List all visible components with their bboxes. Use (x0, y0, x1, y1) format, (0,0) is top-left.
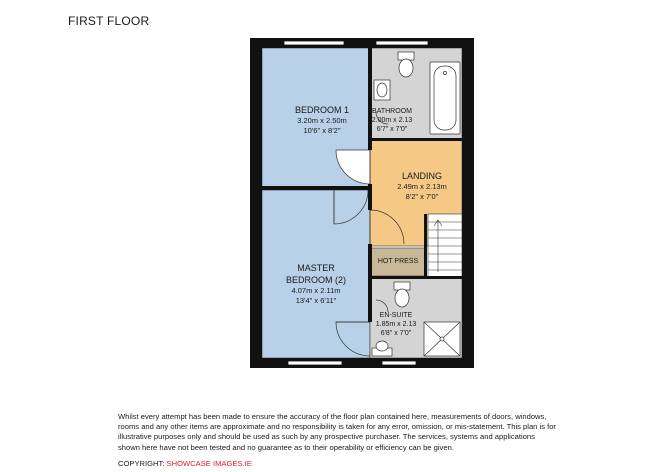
shower-tray (424, 322, 460, 356)
copyright-line (118, 459, 252, 468)
room-name: BEDROOM 1 (294, 105, 349, 115)
label-bedroom-1 (282, 104, 362, 136)
label-landing (382, 170, 462, 202)
room-imperial: 6'8" x 7'0" (380, 330, 412, 337)
room-metric: 3.20m x 2.50m (297, 116, 347, 125)
room-metric: 2.00m x 2.13 (371, 117, 413, 124)
label-hot-press (370, 257, 426, 267)
room-name: BATHROOM (372, 108, 412, 115)
copyright-label: COPYRIGHT: (118, 459, 165, 468)
label-master-bedroom (276, 262, 356, 306)
floor-title: FIRST FLOOR (68, 14, 150, 28)
copyright-brand: SHOWCASE IMAGES.IE (166, 459, 252, 468)
disclaimer-text: Whilst every attempt has been made to ensure the accuracy of the floor plan contained here, measurements of doors, windows, rooms and any other items are approximate and no responsibility is taken for any error, omission, or mis-statement. This plan is for illustrative purposes only and should be used as such by any prospective purchaser. The services, systems and applications shown here have not been tested and no guarantee as to their operability or efficiency can be given. (118, 412, 556, 452)
room-name: LANDING (401, 171, 442, 181)
en-suite-toilet (394, 282, 410, 307)
bath-tub (430, 62, 460, 134)
room-name: MASTER (297, 263, 335, 273)
room-metric: 4.07m x 2.11m (291, 286, 341, 295)
room-metric: 1.85m x 2.13 (375, 321, 417, 328)
room-metric: 2.49m x 2.13m (397, 182, 447, 191)
room-name: HOT PRESS (377, 258, 419, 265)
room-imperial: 13'4" x 6'11" (295, 296, 337, 305)
label-en-suite (368, 311, 424, 338)
room-name: EN-SUITE (379, 312, 413, 319)
label-bathroom (364, 107, 420, 134)
room-name-line2: BEDROOM (2) (285, 275, 346, 285)
staircase (428, 214, 462, 278)
bathroom-sink (374, 80, 390, 100)
room-imperial: 8'2" x 7'0" (405, 192, 439, 201)
room-imperial: 6'7" x 7'0" (376, 126, 408, 133)
room-imperial: 10'6" x 8'2" (303, 126, 341, 135)
bathroom-toilet (398, 52, 414, 77)
